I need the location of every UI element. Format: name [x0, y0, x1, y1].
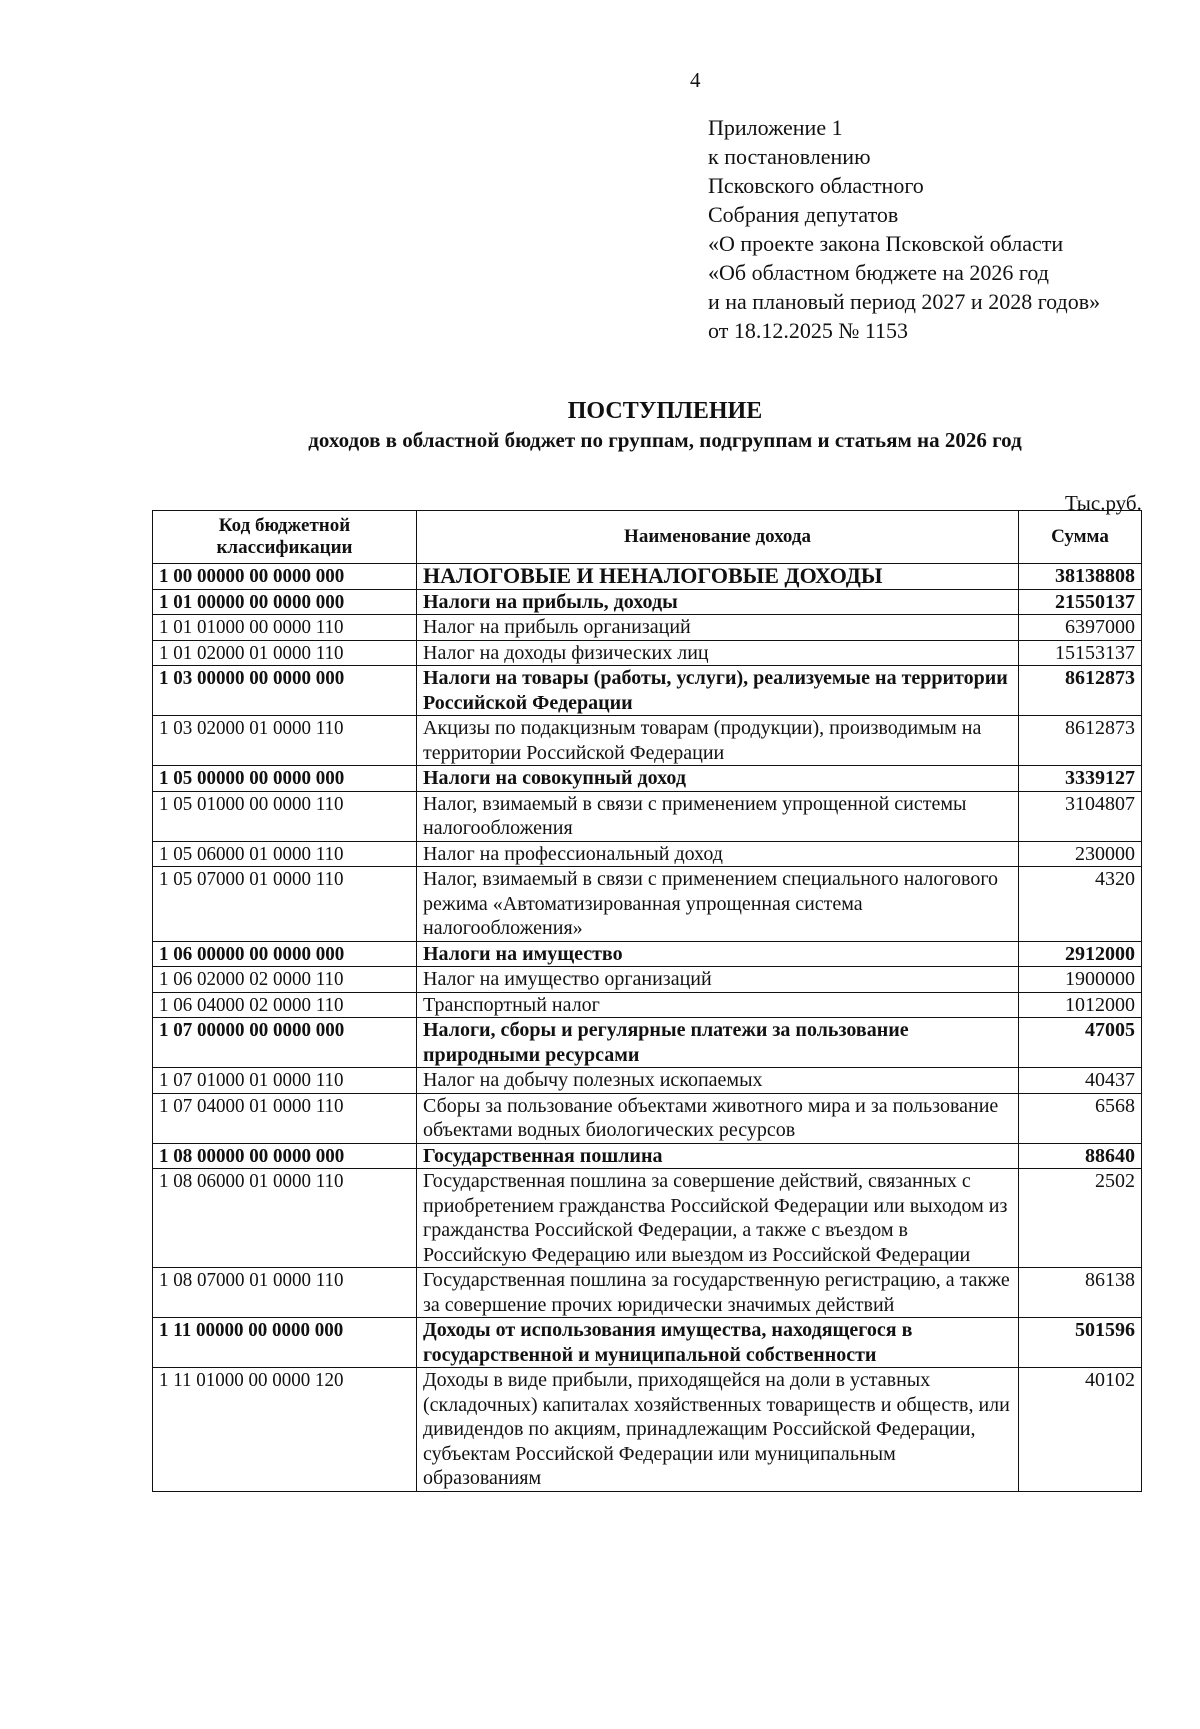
table-row	[153, 640, 1142, 666]
table-row	[153, 867, 1142, 942]
appendix-line: и на плановый период 2027 и 2028 годов»	[708, 289, 1101, 314]
appendix-line: «О проекте закона Псковской области	[708, 231, 1064, 256]
table-row	[153, 589, 1142, 615]
document-subtitle: доходов в областной бюджет по группам, подгруппам и статьям на 2026 год	[308, 428, 1022, 452]
page-number: 4	[690, 68, 701, 92]
row-name: Налог на прибыль организаций	[417, 615, 1019, 641]
row-code: 1 05 01000 00 0000 110	[153, 791, 417, 841]
row-name: Доходы в виде прибыли, приходящейся на доли в уставных (складочных) капиталах хозяйственных товариществ и обществ, или дивидендов по акциям, принадлежащим Российской Федерации, субъектам Российской Федерации или муниципальным образованиям	[417, 1368, 1019, 1492]
table-row	[153, 1318, 1142, 1368]
table-row	[153, 841, 1142, 867]
row-sum: 501596	[1019, 1318, 1142, 1368]
row-name: Налог на имущество организаций	[417, 967, 1019, 993]
units-label: Тыс.руб.	[1065, 491, 1142, 515]
table-row	[153, 1018, 1142, 1068]
row-sum: 88640	[1019, 1143, 1142, 1169]
row-name: Налоги на совокупный доход	[417, 766, 1019, 792]
row-sum: 38138808	[1019, 564, 1142, 590]
row-code: 1 03 00000 00 0000 000	[153, 666, 417, 716]
row-name: Налоги на имущество	[417, 941, 1019, 967]
table-row	[153, 1093, 1142, 1143]
table-row	[153, 716, 1142, 766]
header-sum: Сумма	[1019, 511, 1142, 564]
row-name: Акцизы по подакцизным товарам (продукции), производимым на территории Российской Федерации	[417, 716, 1019, 766]
row-name: Сборы за пользование объектами животного мира и за пользование объектами водных биологических ресурсов	[417, 1093, 1019, 1143]
table-row	[153, 615, 1142, 641]
row-sum: 2912000	[1019, 941, 1142, 967]
row-code: 1 01 02000 01 0000 110	[153, 640, 417, 666]
table-row	[153, 992, 1142, 1018]
document-title: ПОСТУПЛЕНИЕ	[567, 398, 763, 424]
row-code: 1 05 00000 00 0000 000	[153, 766, 417, 792]
row-sum: 3339127	[1019, 766, 1142, 792]
row-sum: 4320	[1019, 867, 1142, 942]
table-row	[153, 1268, 1142, 1318]
row-code: 1 03 02000 01 0000 110	[153, 716, 417, 766]
row-name: Налог на профессиональный доход	[417, 841, 1019, 867]
table-row	[153, 967, 1142, 993]
row-name: Налоги на прибыль, доходы	[417, 589, 1019, 615]
row-name: Налог, взимаемый в связи с применением специального налогового режима «Автоматизированная упрощенная система налогообложения»	[417, 867, 1019, 942]
row-name: Налог на добычу полезных ископаемых	[417, 1068, 1019, 1094]
row-sum: 8612873	[1019, 716, 1142, 766]
row-code: 1 11 00000 00 0000 000	[153, 1318, 417, 1368]
table-row	[153, 1368, 1142, 1492]
row-code: 1 08 07000 01 0000 110	[153, 1268, 417, 1318]
appendix-line: от 18.12.2025 № 1153	[708, 318, 908, 343]
header-code: Код бюджетной классификации	[153, 511, 417, 564]
row-code: 1 01 01000 00 0000 110	[153, 615, 417, 641]
table-row	[153, 1169, 1142, 1268]
row-code: 1 08 06000 01 0000 110	[153, 1169, 417, 1268]
revenue-table	[152, 510, 1142, 1492]
table-row	[153, 1143, 1142, 1169]
row-name: Транспортный налог	[417, 992, 1019, 1018]
row-sum: 15153137	[1019, 640, 1142, 666]
appendix-line: к постановлению	[708, 144, 871, 169]
table-row	[153, 941, 1142, 967]
row-code: 1 07 00000 00 0000 000	[153, 1018, 417, 1068]
row-code: 1 00 00000 00 0000 000	[153, 564, 417, 590]
row-code: 1 01 00000 00 0000 000	[153, 589, 417, 615]
appendix-block	[708, 113, 1100, 345]
row-code: 1 06 00000 00 0000 000	[153, 941, 417, 967]
row-name: Налоги, сборы и регулярные платежи за пользование природными ресурсами	[417, 1018, 1019, 1068]
table-row	[153, 791, 1142, 841]
table-row	[153, 1068, 1142, 1094]
row-sum: 2502	[1019, 1169, 1142, 1268]
row-code: 1 05 07000 01 0000 110	[153, 867, 417, 942]
row-sum: 40437	[1019, 1068, 1142, 1094]
row-code: 1 06 04000 02 0000 110	[153, 992, 417, 1018]
appendix-line: Приложение 1	[708, 115, 843, 140]
row-name: Налоги на товары (работы, услуги), реализуемые на территории Российской Федерации	[417, 666, 1019, 716]
table-header-row	[153, 511, 1142, 564]
row-name: НАЛОГОВЫЕ И НЕНАЛОГОВЫЕ ДОХОДЫ	[417, 564, 1019, 590]
row-code: 1 11 01000 00 0000 120	[153, 1368, 417, 1492]
table-row	[153, 766, 1142, 792]
row-code: 1 06 02000 02 0000 110	[153, 967, 417, 993]
table-row	[153, 564, 1142, 590]
header-name: Наименование дохода	[417, 511, 1019, 564]
appendix-line: Псковского областного	[708, 173, 924, 198]
row-sum: 86138	[1019, 1268, 1142, 1318]
row-code: 1 08 00000 00 0000 000	[153, 1143, 417, 1169]
row-sum: 6397000	[1019, 615, 1142, 641]
row-sum: 8612873	[1019, 666, 1142, 716]
row-sum: 6568	[1019, 1093, 1142, 1143]
row-sum: 21550137	[1019, 589, 1142, 615]
row-sum: 1900000	[1019, 967, 1142, 993]
appendix-line: «Об областном бюджете на 2026 год	[708, 260, 1049, 285]
row-name: Доходы от использования имущества, находящегося в государственной и муниципальной собственности	[417, 1318, 1019, 1368]
row-code: 1 05 06000 01 0000 110	[153, 841, 417, 867]
table-row	[153, 666, 1142, 716]
row-code: 1 07 01000 01 0000 110	[153, 1068, 417, 1094]
row-sum: 3104807	[1019, 791, 1142, 841]
row-sum: 47005	[1019, 1018, 1142, 1068]
row-name: Государственная пошлина за совершение действий, связанных с приобретением гражданства Российской Федерации или выходом из гражданства Российской Федерации, а также с въездом в Российскую Федерацию или выездом из Российской Федерации	[417, 1169, 1019, 1268]
row-sum: 1012000	[1019, 992, 1142, 1018]
row-sum: 230000	[1019, 841, 1142, 867]
row-name: Государственная пошлина	[417, 1143, 1019, 1169]
row-name: Налог, взимаемый в связи с применением упрощенной системы налогообложения	[417, 791, 1019, 841]
row-name: Государственная пошлина за государственную регистрацию, а также за совершение прочих юридически значимых действий	[417, 1268, 1019, 1318]
appendix-line: Собрания депутатов	[708, 202, 899, 227]
row-sum: 40102	[1019, 1368, 1142, 1492]
row-code: 1 07 04000 01 0000 110	[153, 1093, 417, 1143]
row-name: Налог на доходы физических лиц	[417, 640, 1019, 666]
